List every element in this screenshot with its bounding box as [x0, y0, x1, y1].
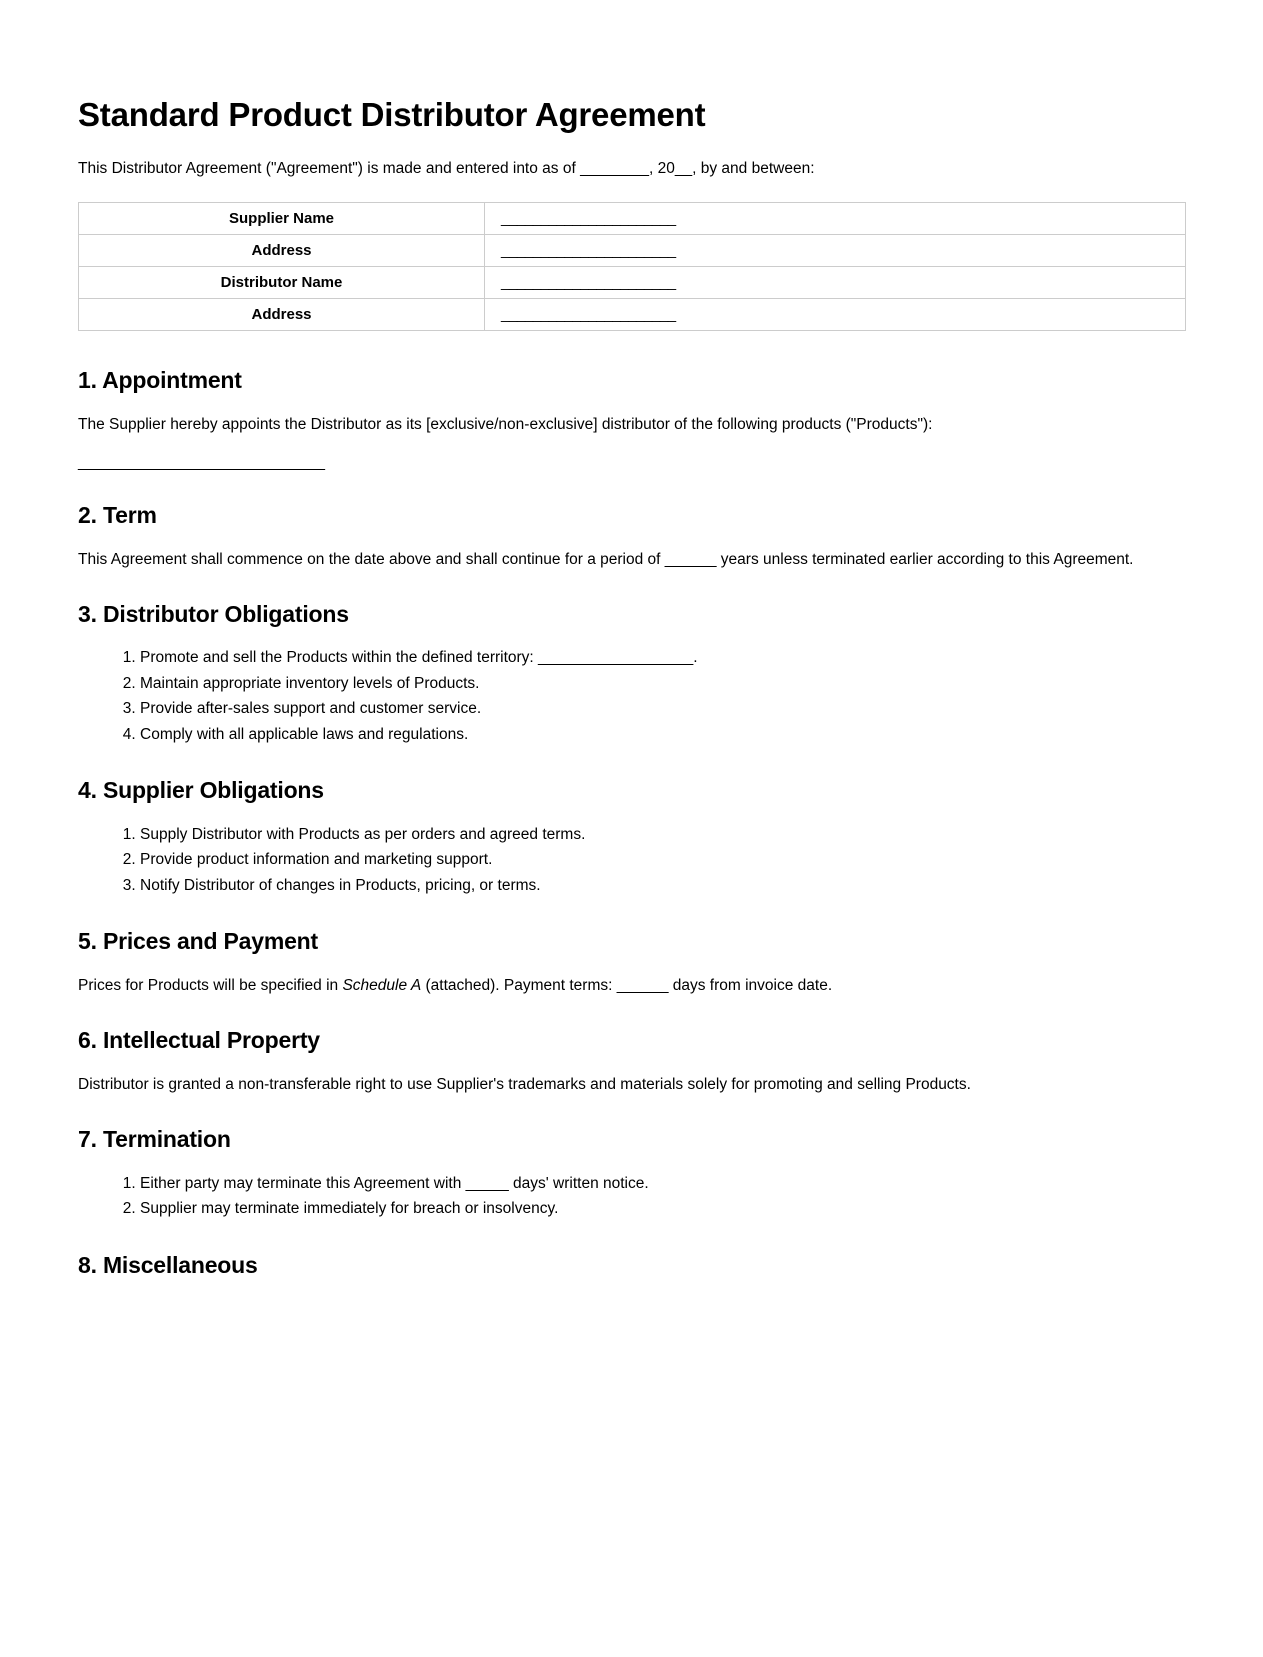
- appointment-paragraph: The Supplier hereby appoints the Distributor as its [exclusive/non-exclusive] distributor of the following products ("Products"):: [78, 415, 933, 433]
- distributor-address-field[interactable]: [485, 299, 1186, 331]
- distributor-address-label: Address: [79, 299, 485, 331]
- section-heading-intellectual-property: 6. Intellectual Property: [78, 1027, 320, 1054]
- miscellaneous-body: [78, 1297, 1185, 1301]
- party-table-body: [79, 203, 1186, 331]
- list-item: 3. Provide after-sales support and customer service.: [140, 697, 1185, 721]
- list-item: 3. Notify Distributor of changes in Products, pricing, or terms.: [140, 874, 1185, 898]
- intro-paragraph: This Distributor Agreement ("Agreement") is made and entered into as of ________, 20__, by and between:: [78, 159, 815, 177]
- list-item: 2. Provide product information and marketing support.: [140, 848, 1185, 872]
- supplier-address-field[interactable]: [485, 235, 1186, 267]
- appointment-products-blank[interactable]: ______________________________: [78, 454, 325, 472]
- table-row: [79, 203, 1186, 235]
- supplier-name-field[interactable]: [485, 203, 1186, 235]
- supplier-name-blank: ______________________: [501, 210, 676, 228]
- prices-text-after: (attached). Payment terms: ______ days from invoice date.: [421, 977, 833, 995]
- table-row: [79, 267, 1186, 299]
- section-heading-term: 2. Term: [78, 502, 157, 529]
- list-item: 1. Promote and sell the Products within the defined territory: __________________.: [140, 646, 1185, 670]
- section-prices-and-payment: [78, 928, 1185, 997]
- supplier-obligations-list: [78, 823, 1185, 898]
- distributor-obligations-list: [78, 646, 1185, 747]
- prices-and-payment-paragraph: [78, 974, 1185, 997]
- intellectual-property-paragraph: Distributor is granted a non-transferable right to use Supplier's trademarks and materials solely for promoting and selling Products.: [78, 1075, 971, 1093]
- list-item: 2. Maintain appropriate inventory levels of Products.: [140, 672, 1185, 696]
- termination-list: [78, 1172, 1185, 1222]
- supplier-address-blank: ______________________: [501, 242, 676, 260]
- list-item: 2. Supplier may terminate immediately for breach or insolvency.: [140, 1197, 1185, 1221]
- list-item: 1. Either party may terminate this Agreement with _____ days' written notice.: [140, 1172, 1185, 1196]
- section-intellectual-property: [78, 1027, 1185, 1096]
- table-row: [79, 299, 1186, 331]
- distributor-address-blank: ______________________: [501, 306, 676, 324]
- table-row: [79, 235, 1186, 267]
- section-termination: [78, 1126, 1185, 1222]
- distributor-name-blank: ______________________: [501, 274, 676, 292]
- section-heading-supplier-obligations: 4. Supplier Obligations: [78, 777, 324, 804]
- party-information-table: [78, 202, 1186, 331]
- schedule-a-reference: Schedule A: [342, 977, 422, 995]
- section-heading-miscellaneous: 8. Miscellaneous: [78, 1251, 258, 1278]
- distributor-name-field[interactable]: [485, 267, 1186, 299]
- supplier-address-label: Address: [79, 235, 485, 267]
- section-term: [78, 502, 1185, 571]
- list-item: 1. Supply Distributor with Products as per orders and agreed terms.: [140, 823, 1185, 847]
- distributor-name-label: Distributor Name: [79, 267, 485, 299]
- section-heading-prices-and-payment: 5. Prices and Payment: [78, 928, 318, 955]
- prices-text-before: Prices for Products will be specified in: [78, 977, 343, 995]
- section-distributor-obligations: [78, 601, 1185, 748]
- section-heading-distributor-obligations: 3. Distributor Obligations: [78, 600, 349, 627]
- list-item: 4. Comply with all applicable laws and regulations.: [140, 723, 1185, 747]
- section-miscellaneous: [78, 1252, 1185, 1302]
- section-appointment: [78, 367, 1185, 472]
- section-heading-termination: 7. Termination: [78, 1126, 231, 1153]
- term-paragraph: This Agreement shall commence on the date above and shall continue for a period of ______ years unless terminated earlier according to this Agreement.: [78, 550, 1134, 568]
- page-title: Standard Product Distributor Agreement: [78, 96, 706, 133]
- section-heading-appointment: 1. Appointment: [78, 367, 242, 394]
- supplier-name-label: Supplier Name: [79, 203, 485, 235]
- section-supplier-obligations: [78, 777, 1185, 898]
